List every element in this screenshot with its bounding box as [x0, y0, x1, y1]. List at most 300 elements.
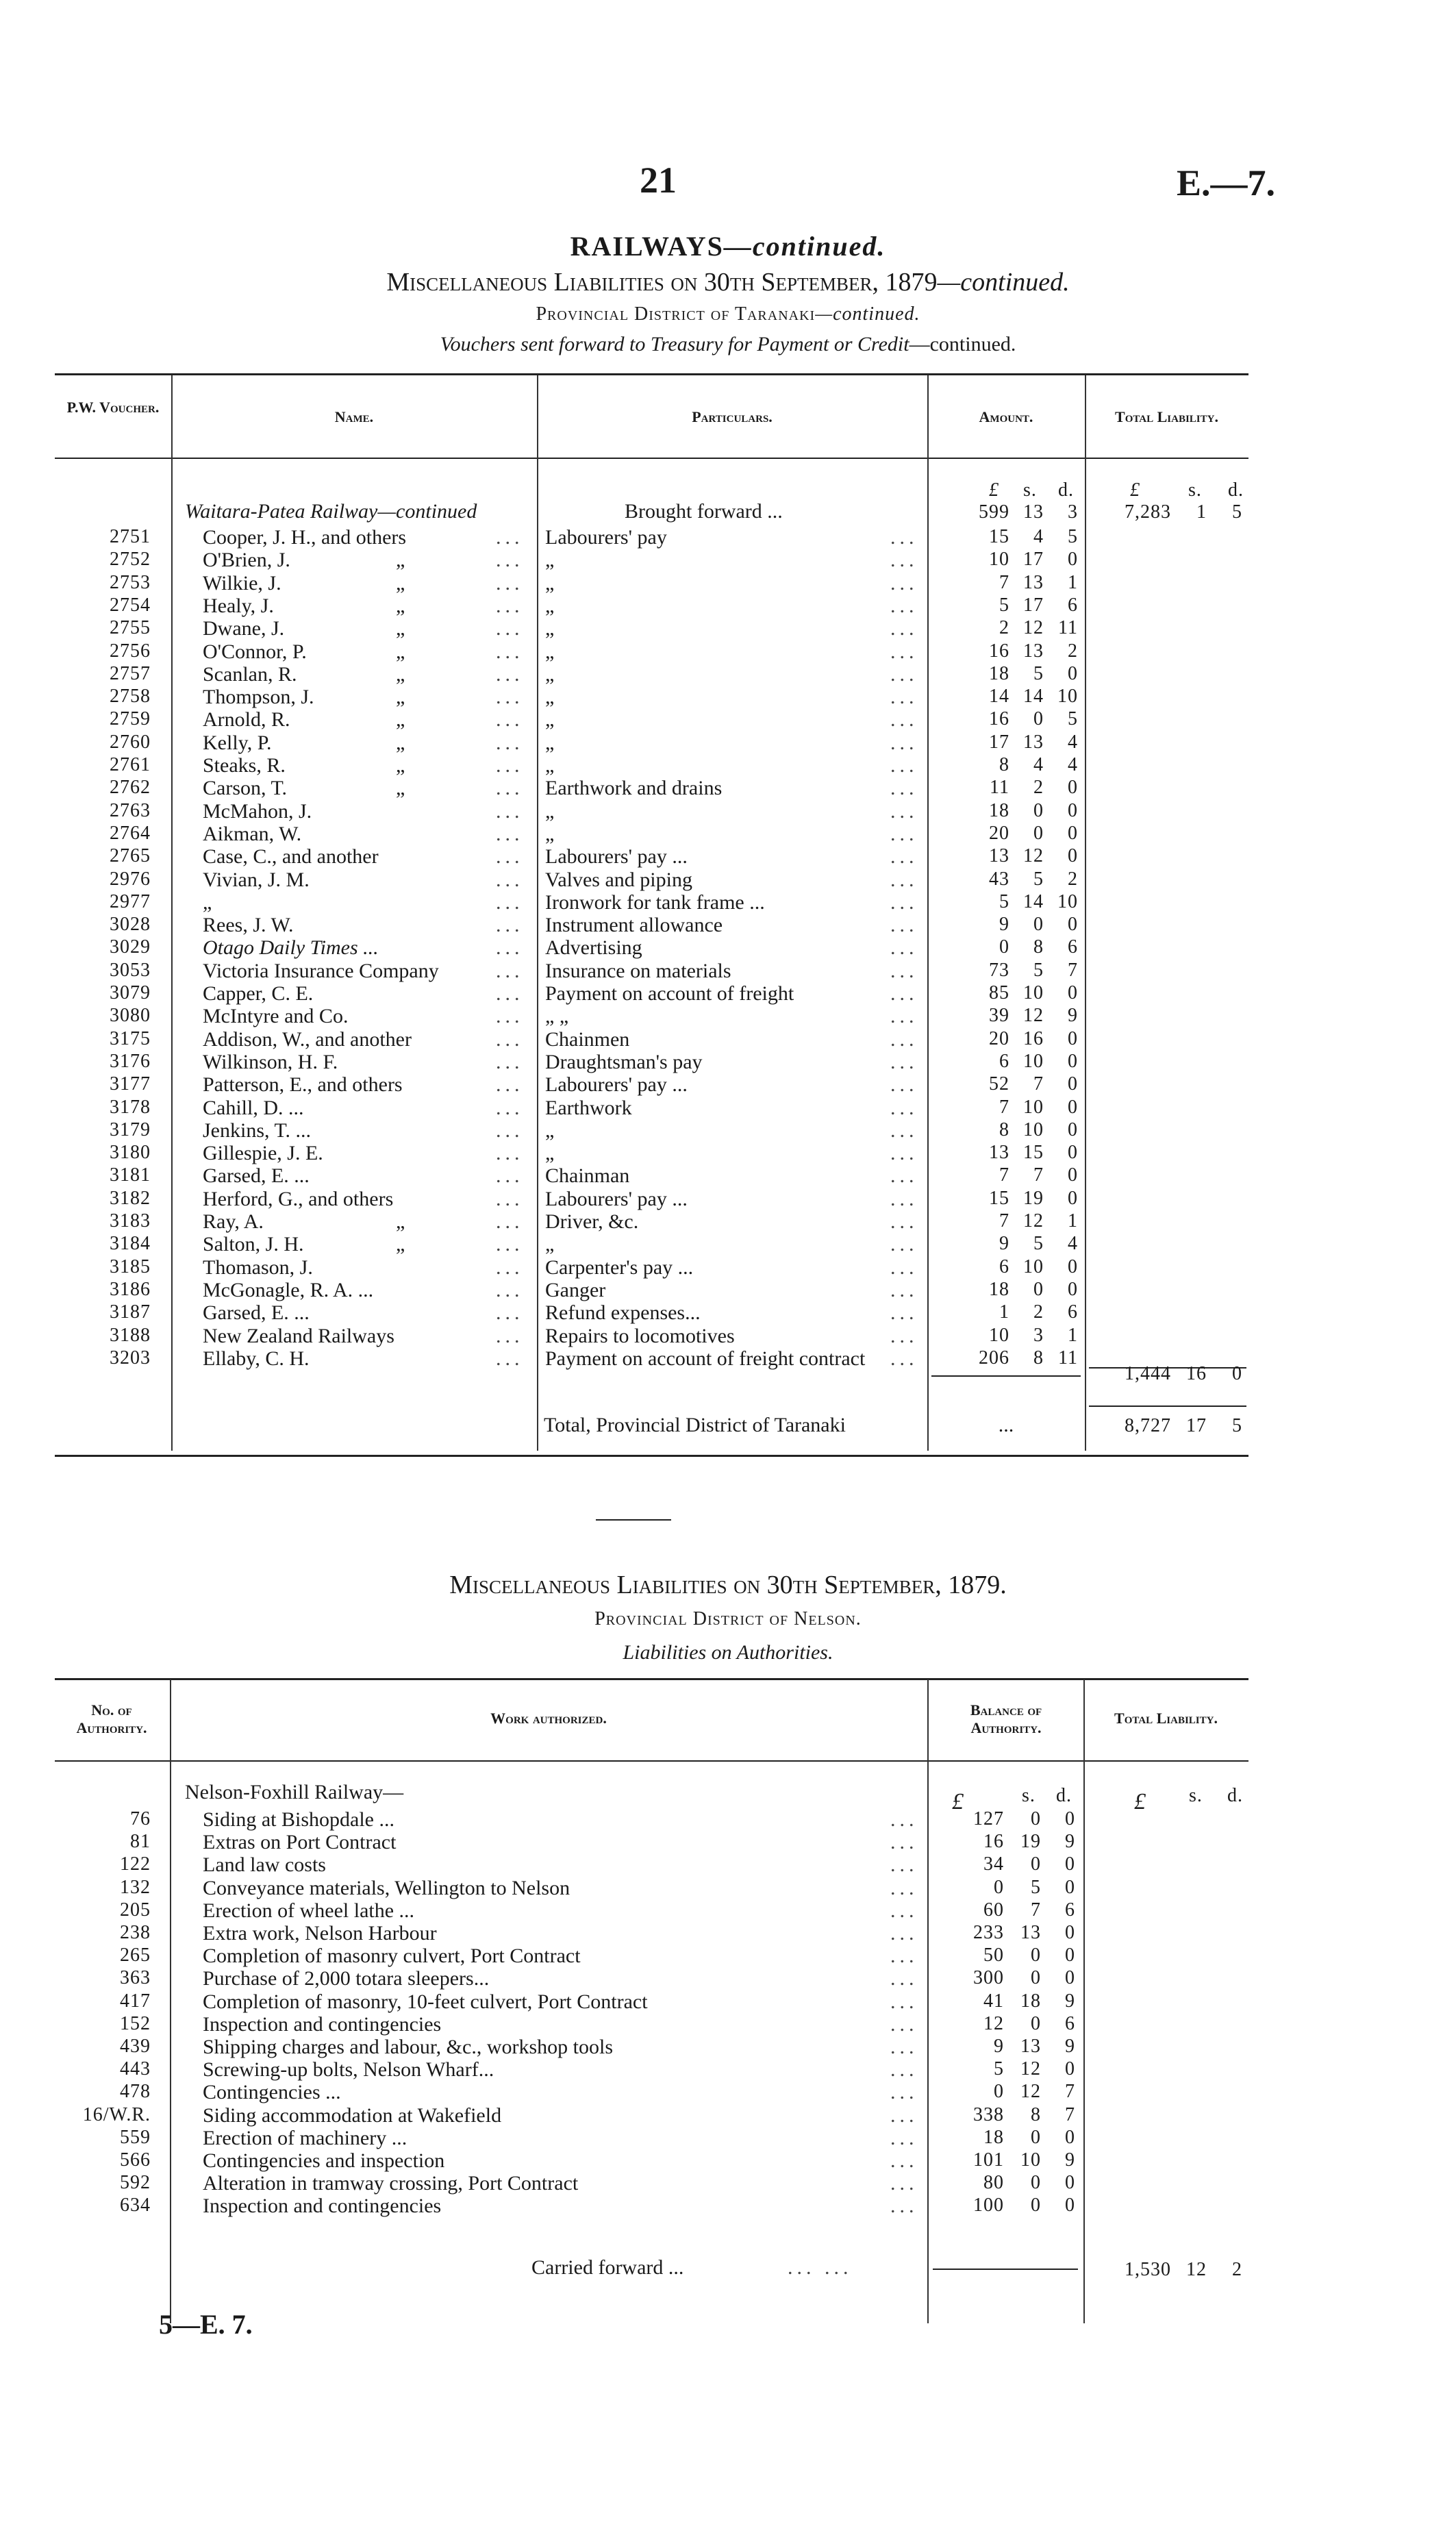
voucher-number: 2753 — [110, 572, 151, 593]
balance-pence: 0 — [1065, 1877, 1075, 1898]
total-pound-header: £ — [1130, 479, 1140, 501]
balance-pence: 9 — [1065, 1990, 1075, 2012]
brought-forward-total-pounds: 7,283 — [1125, 501, 1171, 523]
voucher-number: 2976 — [110, 869, 151, 890]
name-leader: ... — [496, 1210, 524, 1233]
particulars-leader: ... — [890, 708, 918, 731]
payee-name: Gillespie, J. E. — [203, 1142, 323, 1164]
particulars-leader: ... — [890, 686, 918, 708]
authority-number: 81 — [130, 1831, 151, 1852]
balance-pence: 7 — [1065, 2104, 1075, 2125]
voucher-number: 3177 — [110, 1073, 151, 1095]
amount-pence: 10 — [1057, 891, 1078, 912]
particulars: „ „ — [545, 1005, 569, 1027]
column-header-particulars: Particulars. — [692, 408, 773, 425]
column-header-amount: Amount. — [979, 408, 1033, 425]
payee-name: McMahon, J. — [203, 800, 312, 823]
balance-shillings: 8 — [1031, 2104, 1041, 2125]
name-leader: ... — [496, 777, 524, 799]
amount-shillings: 5 — [1033, 869, 1044, 890]
amount-pence: 1 — [1068, 572, 1078, 593]
balance-shillings: 13 — [1020, 1922, 1041, 1943]
amount-pounds: 16 — [989, 708, 1009, 729]
amount-shillings: 2 — [1033, 777, 1044, 798]
balance-pence: 7 — [1065, 2081, 1075, 2102]
name-leader: ... — [496, 663, 524, 686]
payee-name: O'Connor, P. — [203, 640, 307, 663]
particulars-leader: ... — [890, 800, 918, 823]
liability-shilling-header: s. — [1189, 1785, 1203, 1806]
amount-shillings: 8 — [1033, 1347, 1044, 1369]
voucher-number: 3188 — [110, 1325, 151, 1346]
particulars-leader: ... — [890, 1028, 918, 1051]
voucher-number: 3175 — [110, 1028, 151, 1049]
particulars: Insurance on materials — [545, 960, 731, 982]
particulars: „ — [545, 549, 555, 571]
amount-pounds: 18 — [989, 800, 1009, 821]
amount-pounds: 16 — [989, 640, 1009, 662]
voucher-number: 3178 — [110, 1097, 151, 1118]
voucher-number: 2762 — [110, 777, 151, 798]
amount-pence: 0 — [1068, 1028, 1078, 1049]
amount-pence: 0 — [1068, 914, 1078, 935]
name-leader: ... — [496, 1119, 524, 1142]
voucher-number: 3187 — [110, 1301, 151, 1323]
work-authorized: Erection of machinery ... — [203, 2127, 407, 2149]
work-leader: ... — [890, 2172, 918, 2195]
balance-pounds: 9 — [994, 2036, 1004, 2057]
balance-shillings: 19 — [1020, 1831, 1041, 1852]
section2-subtitle: Miscellaneous Liabilities on 30th September, 1879. — [449, 1571, 1007, 1599]
particulars-leader: ... — [890, 1210, 918, 1233]
brought-forward-label: Brought forward ... — [625, 500, 783, 523]
balance-pounds: 5 — [994, 2058, 1004, 2079]
amount-pounds: 9 — [999, 1233, 1009, 1254]
balance-pence-header: d. — [1056, 1785, 1072, 1806]
work-authorized: Inspection and contingencies — [203, 2013, 442, 2036]
balance-shilling-header: s. — [1022, 1785, 1035, 1806]
particulars-leader: ... — [890, 1142, 918, 1164]
payee-ditto-mark: „ — [396, 708, 405, 731]
amount-shillings: 17 — [1023, 549, 1044, 570]
authority-number: 439 — [120, 2036, 151, 2057]
voucher-number: 3028 — [110, 914, 151, 935]
amount-shillings: 13 — [1023, 572, 1044, 593]
balance-shillings: 18 — [1020, 1990, 1041, 2012]
work-leader: ... — [890, 2195, 918, 2217]
section-divider — [596, 1519, 671, 1521]
work-authorized: Contingencies and inspection — [203, 2149, 445, 2172]
voucher-number: 3053 — [110, 960, 151, 981]
work-leader: ... — [890, 1922, 918, 1945]
amount-pence: 4 — [1068, 1233, 1078, 1254]
authority-number: 592 — [120, 2172, 151, 2193]
particulars: „ — [545, 800, 555, 823]
amount-pounds: 20 — [989, 823, 1009, 844]
particulars-leader: ... — [890, 1256, 918, 1279]
amount-shillings: 5 — [1033, 1233, 1044, 1254]
payee-ditto-mark: „ — [396, 595, 405, 617]
work-leader: ... — [890, 2081, 918, 2103]
work-leader: ... — [890, 1831, 918, 1853]
voucher-number: 3179 — [110, 1119, 151, 1140]
amount-pence: 0 — [1068, 549, 1078, 570]
particulars-leader: ... — [890, 1279, 918, 1301]
amount-pence: 5 — [1068, 526, 1078, 547]
amount-pounds: 11 — [990, 777, 1009, 798]
work-authorized: Purchase of 2,000 totara sleepers... — [203, 1967, 490, 1990]
particulars: Ironwork for tank frame ... — [545, 891, 765, 914]
amount-pounds: 39 — [989, 1005, 1009, 1026]
authority-number: 559 — [120, 2127, 151, 2148]
amount-shillings: 5 — [1033, 663, 1044, 684]
particulars-leader: ... — [890, 1097, 918, 1119]
particulars: „ — [545, 823, 555, 845]
amount-pounds: 7 — [999, 1210, 1009, 1232]
work-authorized: Siding at Bishopdale ... — [203, 1808, 394, 1831]
work-leader: ... — [890, 1808, 918, 1831]
voucher-number: 3080 — [110, 1005, 151, 1026]
name-leader: ... — [496, 1347, 524, 1370]
amount-pounds: 15 — [989, 526, 1009, 547]
balance-pounds: 338 — [973, 2104, 1004, 2125]
group-heading: Waitara-Patea Railway—continued — [185, 500, 477, 523]
balance-pence: 0 — [1065, 2058, 1075, 2079]
amount-pounds: 10 — [989, 1325, 1009, 1346]
particulars: Earthwork and drains — [545, 777, 723, 799]
authority-number: 478 — [120, 2081, 151, 2102]
amount-pence: 0 — [1068, 1279, 1078, 1300]
payee-name: Garsed, E. ... — [203, 1301, 310, 1324]
particulars-leader: ... — [890, 732, 918, 754]
name-leader: ... — [496, 891, 524, 914]
particulars-leader: ... — [890, 1073, 918, 1096]
voucher-number: 3184 — [110, 1233, 151, 1254]
particulars: Valves and piping — [545, 869, 692, 891]
particulars-leader: ... — [890, 595, 918, 617]
amount-pence: 6 — [1068, 936, 1078, 958]
name-leader: ... — [496, 708, 524, 731]
amount-shillings: 0 — [1033, 914, 1044, 935]
balance-shillings: 10 — [1020, 2149, 1041, 2171]
amount-shillings: 10 — [1023, 1119, 1044, 1140]
amount-pence: 4 — [1068, 754, 1078, 775]
work-leader: ... — [890, 1945, 918, 1967]
balance-pound-header: £ — [952, 1789, 964, 1814]
amount-shillings: 12 — [1023, 1005, 1044, 1026]
amount-shillings: 4 — [1033, 526, 1044, 547]
payee-name: Kelly, P. — [203, 732, 272, 754]
amount-shillings: 0 — [1033, 708, 1044, 729]
work-leader: ... — [890, 1990, 918, 2013]
carried-forward-shillings: 12 — [1186, 2259, 1207, 2280]
amount-pounds: 13 — [989, 1142, 1009, 1163]
amount-pence: 0 — [1068, 800, 1078, 821]
voucher-number: 3183 — [110, 1210, 151, 1232]
payee-name: „ — [203, 891, 212, 914]
authority-number: 16/W.R. — [82, 2104, 151, 2125]
voucher-number: 2757 — [110, 663, 151, 684]
payee-name: Aikman, W. — [203, 823, 302, 845]
particulars: Repairs to locomotives — [545, 1325, 735, 1347]
column-header-balance: Balance of Authority. — [970, 1701, 1042, 1736]
payee-ditto-mark: „ — [396, 754, 405, 777]
amount-shillings: 7 — [1033, 1164, 1044, 1186]
balance-pounds: 127 — [973, 1808, 1004, 1829]
particulars-leader: ... — [890, 914, 918, 936]
amount-pence: 6 — [1068, 595, 1078, 616]
particulars: „ — [545, 732, 555, 754]
amount-pence: 4 — [1068, 732, 1078, 753]
amount-pounds: 85 — [989, 982, 1009, 1003]
balance-shillings: 12 — [1020, 2081, 1041, 2102]
balance-shillings: 0 — [1031, 1945, 1041, 1966]
balance-pence: 0 — [1065, 1945, 1075, 1966]
amount-pounds: 6 — [999, 1051, 1009, 1072]
particulars: Refund expenses... — [545, 1301, 701, 1324]
total-pence-header: d. — [1228, 479, 1244, 501]
work-leader: ... — [890, 1877, 918, 1899]
work-leader: ... — [890, 2058, 918, 2081]
amount-pounds: 2 — [999, 617, 1009, 638]
particulars-leader: ... — [890, 754, 918, 777]
particulars: Instrument allowance — [545, 914, 723, 936]
amount-shillings: 15 — [1023, 1142, 1044, 1163]
particulars: Chainmen — [545, 1028, 630, 1051]
voucher-number: 3185 — [110, 1256, 151, 1277]
payee-ditto-mark: „ — [396, 663, 405, 686]
name-leader: ... — [496, 1256, 524, 1279]
amount-pounds: 17 — [989, 732, 1009, 753]
voucher-number: 3176 — [110, 1051, 151, 1072]
balance-pence: 0 — [1065, 1967, 1075, 1988]
authority-number: 76 — [130, 1808, 151, 1829]
balance-shillings: 13 — [1020, 2036, 1041, 2057]
payee-name: Wilkinson, H. F. — [203, 1051, 338, 1073]
balance-pounds: 60 — [983, 1899, 1004, 1921]
particulars-leader: ... — [890, 777, 918, 799]
work-authorized: Siding accommodation at Wakefield — [203, 2104, 502, 2127]
authority-number: 205 — [120, 1899, 151, 1921]
authority-number: 634 — [120, 2195, 151, 2216]
voucher-number: 2759 — [110, 708, 151, 729]
name-leader: ... — [496, 595, 524, 617]
particulars-leader: ... — [890, 640, 918, 663]
amount-pounds: 10 — [989, 549, 1009, 570]
amount-shillings: 14 — [1023, 891, 1044, 912]
column-header-voucher: P.W. Voucher. — [66, 399, 160, 416]
amount-pounds: 8 — [999, 754, 1009, 775]
particulars: „ — [545, 663, 555, 686]
balance-pounds: 41 — [983, 1990, 1004, 2012]
name-leader: ... — [496, 526, 524, 549]
section1-district: Provincial District of Taranaki—continued. — [536, 303, 920, 325]
particulars-leader: ... — [890, 572, 918, 595]
payee-name: Steaks, R. — [203, 754, 286, 777]
name-leader: ... — [496, 845, 524, 868]
name-leader: ... — [496, 960, 524, 982]
payee-name: Dwane, J. — [203, 617, 285, 640]
particulars-leader: ... — [890, 617, 918, 640]
brought-forward-total-shillings: 1 — [1196, 501, 1207, 523]
balance-pence: 0 — [1065, 2172, 1075, 2193]
payee-name: Jenkins, T. ... — [203, 1119, 312, 1142]
particulars-leader: ... — [890, 1233, 918, 1255]
balance-pence: 0 — [1065, 2127, 1075, 2148]
particulars-leader: ... — [890, 663, 918, 686]
amount-shillings: 13 — [1023, 732, 1044, 753]
payee-name: Otago Daily Times ... — [203, 936, 379, 959]
payee-name: Cahill, D. ... — [203, 1097, 304, 1119]
voucher-number: 2755 — [110, 617, 151, 638]
amount-pence: 0 — [1068, 1142, 1078, 1163]
particulars: Chainman — [545, 1164, 630, 1187]
payee-ditto-mark: „ — [396, 549, 405, 571]
particulars-leader: ... — [890, 1325, 918, 1347]
name-leader: ... — [496, 1073, 524, 1096]
particulars: „ — [545, 686, 555, 708]
particulars: Draughtsman's pay — [545, 1051, 703, 1073]
payee-ditto-mark: „ — [396, 617, 405, 640]
balance-shillings: 0 — [1031, 2195, 1041, 2216]
particulars: „ — [545, 617, 555, 640]
voucher-number: 2764 — [110, 823, 151, 844]
voucher-number: 3186 — [110, 1279, 151, 1300]
payee-name: Victoria Insurance Company — [203, 960, 439, 982]
work-authorized: Alteration in tramway crossing, Port Contract — [203, 2172, 579, 2195]
name-leader: ... — [496, 1097, 524, 1119]
amount-shillings: 10 — [1023, 1097, 1044, 1118]
amount-pounds: 73 — [989, 960, 1009, 981]
payee-ditto-mark: „ — [396, 686, 405, 708]
particulars: „ — [545, 640, 555, 663]
authority-number: 265 — [120, 1945, 151, 1966]
payee-ditto-mark: „ — [396, 732, 405, 754]
particulars: Labourers' pay ... — [545, 845, 688, 868]
name-leader: ... — [496, 1028, 524, 1051]
name-leader: ... — [496, 914, 524, 936]
amount-pence: 9 — [1068, 1005, 1078, 1026]
amount-pence: 10 — [1057, 686, 1078, 707]
amount-shillings: 3 — [1033, 1325, 1044, 1346]
liability-pence-header: d. — [1227, 1785, 1243, 1806]
subtotal-pence: 0 — [1232, 1363, 1242, 1384]
particulars-leader: ... — [890, 845, 918, 868]
amount-pounds: 5 — [999, 595, 1009, 616]
amount-shillings: 2 — [1033, 1301, 1044, 1323]
balance-pence: 6 — [1065, 1899, 1075, 1921]
particulars: Labourers' pay ... — [545, 1073, 688, 1096]
name-leader: ... — [496, 1279, 524, 1301]
work-authorized: Inspection and contingencies — [203, 2195, 442, 2217]
payee-name: New Zealand Railways — [203, 1325, 394, 1347]
amount-shillings: 8 — [1033, 936, 1044, 958]
voucher-number: 3203 — [110, 1347, 151, 1369]
work-leader: ... — [890, 2127, 918, 2149]
work-authorized: Screwing-up bolts, Nelson Wharf... — [203, 2058, 494, 2081]
name-leader: ... — [496, 640, 524, 663]
section2-note: Liabilities on Authorities. — [623, 1641, 833, 1664]
work-authorized: Conveyance materials, Wellington to Nelson — [203, 1877, 570, 1899]
particulars-leader: ... — [890, 823, 918, 845]
voucher-number: 2758 — [110, 686, 151, 707]
authority-number: 443 — [120, 2058, 151, 2079]
balance-shillings: 5 — [1031, 1877, 1041, 1898]
brought-forward-total-pence: 5 — [1232, 501, 1242, 523]
particulars-leader: ... — [890, 1347, 918, 1370]
amount-pence: 11 — [1058, 617, 1078, 638]
amount-pounds: 6 — [999, 1256, 1009, 1277]
total-pounds: 8,727 — [1125, 1415, 1171, 1436]
amount-shillings: 10 — [1023, 1256, 1044, 1277]
payee-name: Salton, J. H. — [203, 1233, 304, 1255]
work-leader: ... — [890, 2149, 918, 2172]
voucher-number: 2756 — [110, 640, 151, 662]
amount-pounds: 43 — [989, 869, 1009, 890]
amount-shillings: 14 — [1023, 686, 1044, 707]
name-leader: ... — [496, 1301, 524, 1324]
payee-name: O'Brien, J. — [203, 549, 290, 571]
balance-pence: 9 — [1065, 2036, 1075, 2057]
voucher-number: 2761 — [110, 754, 151, 775]
voucher-number: 3181 — [110, 1164, 151, 1186]
balance-shillings: 7 — [1031, 1899, 1041, 1921]
payee-name: Carson, T. — [203, 777, 288, 799]
name-leader: ... — [496, 754, 524, 777]
work-authorized: Erection of wheel lathe ... — [203, 1899, 415, 1922]
authority-number: 132 — [120, 1877, 151, 1898]
balance-shillings: 0 — [1031, 2013, 1041, 2034]
amount-pounds: 1 — [999, 1301, 1009, 1323]
total-pence: 5 — [1232, 1415, 1242, 1436]
amount-pounds: 5 — [999, 891, 1009, 912]
balance-pence: 0 — [1065, 1922, 1075, 1943]
name-leader: ... — [496, 982, 524, 1005]
balance-shillings: 0 — [1031, 2127, 1041, 2148]
particulars: „ — [545, 1119, 555, 1142]
name-leader: ... — [496, 800, 524, 823]
group-heading-nelson: Nelson-Foxhill Railway— — [185, 1781, 404, 1803]
balance-pounds: 18 — [983, 2127, 1004, 2148]
work-authorized: Extra work, Nelson Harbour — [203, 1922, 437, 1945]
amount-pence: 0 — [1068, 1051, 1078, 1072]
column-header-total: Total Liability. — [1115, 408, 1218, 425]
amount-pence: 0 — [1068, 1188, 1078, 1209]
name-leader: ... — [496, 572, 524, 595]
section2-district: Provincial District of Nelson. — [594, 1608, 862, 1629]
balance-pounds: 0 — [994, 1877, 1004, 1898]
document-reference: E.—7. — [1177, 162, 1276, 203]
balance-shillings: 12 — [1020, 2058, 1041, 2079]
amount-shillings: 19 — [1023, 1188, 1044, 1209]
payee-name: Thomason, J. — [203, 1256, 313, 1279]
name-leader: ... — [496, 549, 524, 571]
payee-name: Vivian, J. M. — [203, 869, 310, 891]
particulars-leader: ... — [890, 1188, 918, 1210]
total-shillings: 17 — [1186, 1415, 1207, 1436]
name-leader: ... — [496, 686, 524, 708]
balance-pence: 6 — [1065, 2013, 1075, 2034]
balance-pounds: 233 — [973, 1922, 1004, 1943]
printer-signature: 5—E. 7. — [159, 2309, 253, 2340]
amount-pence: 7 — [1068, 960, 1078, 981]
payee-name: Capper, C. E. — [203, 982, 314, 1005]
carried-forward-pence: 2 — [1232, 2259, 1242, 2280]
particulars-leader: ... — [890, 1051, 918, 1073]
payee-ditto-mark: „ — [396, 1210, 405, 1233]
amount-shillings: 16 — [1023, 1028, 1044, 1049]
particulars-leader: ... — [890, 1164, 918, 1187]
